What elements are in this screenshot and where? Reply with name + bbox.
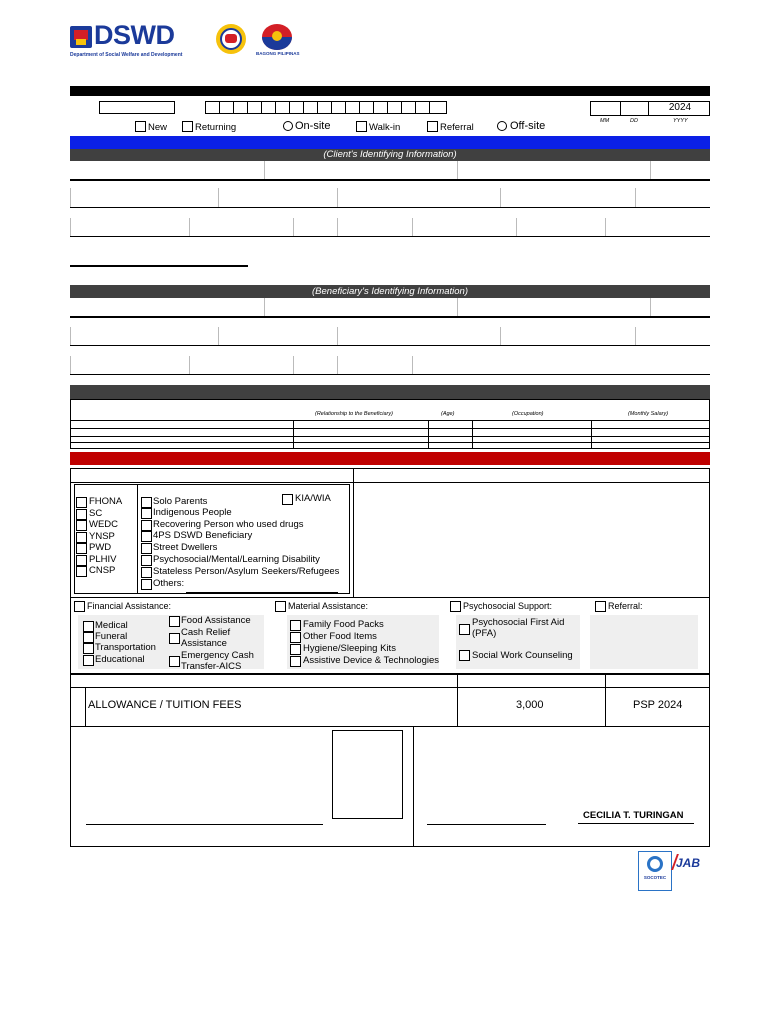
- sc-checkbox[interactable]: [76, 509, 87, 520]
- psychosocial-disability-checkbox[interactable]: [141, 555, 152, 566]
- plhiv-checkbox[interactable]: [76, 555, 87, 566]
- service-description: ALLOWANCE / TUITION FEES: [88, 699, 242, 711]
- dswd-logo-subtext: Department of Social Welfare and Development: [70, 52, 183, 58]
- medical-checkbox[interactable]: [83, 621, 94, 632]
- walkin-checkbox[interactable]: [356, 121, 367, 132]
- year-value: 2024: [668, 102, 692, 113]
- approver-signature-line[interactable]: [578, 823, 694, 824]
- family-food-packs-checkbox[interactable]: [290, 620, 301, 631]
- wedc-label: WEDC: [89, 519, 119, 530]
- food-assistance-checkbox[interactable]: [169, 616, 180, 627]
- thumbmark-box[interactable]: [332, 730, 403, 819]
- family-header-relationship: (Relationship to the Beneficiary): [315, 411, 393, 417]
- referral-top-checkbox[interactable]: [427, 121, 438, 132]
- financial-assistance-checkbox[interactable]: [74, 601, 85, 612]
- date-label-yyyy: YYYY: [673, 118, 688, 124]
- anniversary-seal-icon: [216, 24, 246, 54]
- psychosocial-disability-label: Psychosocial/Mental/Learning Disability: [153, 554, 320, 565]
- kia-wia-label: KIA/WIA: [295, 493, 331, 504]
- qn-box[interactable]: [99, 101, 175, 114]
- street-dwellers-checkbox[interactable]: [141, 543, 152, 554]
- assistance-section-red-bar: [70, 452, 710, 465]
- jab-cert-logo: [674, 852, 704, 890]
- others-label: Others:: [153, 578, 185, 589]
- medical-label: Medical: [95, 620, 128, 631]
- transportation-label: Transportation: [95, 642, 156, 653]
- social-work-counseling-label: Social Work Counseling: [472, 650, 573, 661]
- offsite-radio[interactable]: [497, 121, 507, 131]
- referral-top-label: Referral: [440, 122, 474, 133]
- dswd-emblem-icon: [70, 26, 92, 48]
- ynsp-label: YNSP: [89, 531, 115, 542]
- returning-checkbox[interactable]: [182, 121, 193, 132]
- family-header-occupation: (Occupation): [512, 411, 544, 417]
- fhona-label: FHONA: [89, 496, 123, 507]
- recovering-person-checkbox[interactable]: [141, 520, 152, 531]
- date-boxes[interactable]: [590, 101, 710, 116]
- assistive-device-checkbox[interactable]: [290, 656, 301, 667]
- referral-checkbox[interactable]: [595, 601, 606, 612]
- other-food-items-checkbox[interactable]: [290, 632, 301, 643]
- client-signature-line[interactable]: [86, 824, 323, 825]
- client-short-line: [70, 265, 248, 267]
- funeral-label: Funeral: [95, 631, 128, 642]
- indigenous-people-checkbox[interactable]: [141, 508, 152, 519]
- worker-signature-line[interactable]: [427, 824, 546, 825]
- fhona-checkbox[interactable]: [76, 497, 87, 508]
- indigenous-people-label: Indigenous People: [153, 507, 232, 518]
- family-section-header: [70, 385, 710, 399]
- socotec-cert-icon: [647, 856, 663, 872]
- dswd-logo-text: DSWD: [94, 20, 175, 50]
- approver-name: CECILIA T. TURINGAN: [583, 810, 684, 821]
- socotec-cert-logo: [638, 851, 672, 891]
- referral-label: Referral:: [608, 601, 643, 611]
- transportation-checkbox[interactable]: [83, 643, 94, 654]
- sc-label: SC: [89, 508, 103, 519]
- 4ps-beneficiary-label: 4PS DSWD Beneficiary: [153, 530, 253, 541]
- pfa-label: Psychosocial First Aid (PFA): [472, 617, 565, 639]
- service-amount: 3,000: [516, 699, 544, 711]
- pwd-label: PWD: [89, 542, 112, 553]
- street-dwellers-label: Street Dwellers: [153, 542, 218, 553]
- psychosocial-support-label: Psychosocial Support:: [463, 601, 553, 611]
- solo-parents-label: Solo Parents: [153, 496, 208, 507]
- others-checkbox[interactable]: [141, 579, 152, 590]
- returning-label: Returning: [195, 122, 237, 133]
- emergency-cash-label: Emergency Cash Transfer-AICS: [181, 650, 254, 672]
- financial-assistance-label: Financial Assistance:: [87, 601, 172, 611]
- jab-cert-text: JAB: [676, 856, 701, 870]
- plhiv-label: PLHIV: [89, 554, 117, 565]
- others-field-line[interactable]: [186, 592, 338, 593]
- family-header-salary: (Monthly Salary): [628, 411, 669, 417]
- pwd-checkbox[interactable]: [76, 543, 87, 554]
- bagong-pilipinas-text: BAGONG PILIPINAS: [256, 51, 300, 56]
- hygiene-kits-label: Hygiene/Sleeping Kits: [303, 643, 396, 654]
- control-number-boxes[interactable]: [205, 101, 447, 114]
- educational-checkbox[interactable]: [83, 655, 94, 666]
- stateless-person-label: Stateless Person/Asylum Seekers/Refugees: [153, 566, 340, 577]
- cash-relief-label: Cash Relief Assistance: [181, 627, 231, 649]
- top-title-bar: [70, 86, 710, 96]
- date-label-dd: DD: [630, 118, 638, 124]
- stateless-person-checkbox[interactable]: [141, 567, 152, 578]
- socotec-cert-text: SOCOTEC: [643, 875, 667, 880]
- educational-label: Educational: [95, 654, 145, 665]
- client-section-blue-bar: [70, 136, 710, 149]
- onsite-label: On-site: [295, 120, 331, 132]
- family-header-age: (Age): [441, 411, 455, 417]
- referral-panel: [590, 615, 698, 669]
- ynsp-checkbox[interactable]: [76, 532, 87, 543]
- funeral-checkbox[interactable]: [83, 632, 94, 643]
- food-assistance-label: Food Assistance: [181, 615, 251, 626]
- service-fund-source: PSP 2024: [633, 699, 683, 711]
- onsite-radio[interactable]: [283, 121, 293, 131]
- material-assistance-checkbox[interactable]: [275, 601, 286, 612]
- pfa-checkbox[interactable]: [459, 624, 470, 635]
- cnsp-label: CNSP: [89, 565, 116, 576]
- assistive-device-label: Assistive Device & Technologies: [303, 655, 440, 666]
- family-table: [70, 399, 710, 449]
- dswd-logo: [70, 22, 210, 58]
- hygiene-kits-checkbox[interactable]: [290, 644, 301, 655]
- other-food-items-label: Other Food Items: [303, 631, 377, 642]
- kia-wia-checkbox[interactable]: [282, 494, 293, 505]
- beneficiary-section-title: (Beneficiary's Identifying Information): [312, 286, 468, 297]
- emergency-cash-checkbox[interactable]: [169, 656, 180, 667]
- bagong-pilipinas-emblem-icon: [262, 24, 292, 50]
- recovering-person-label: Recovering Person who used drugs: [153, 519, 304, 530]
- cnsp-checkbox[interactable]: [76, 566, 87, 577]
- offsite-label: Off-site: [510, 120, 546, 132]
- social-work-counseling-checkbox[interactable]: [459, 650, 470, 661]
- solo-parents-checkbox[interactable]: [141, 497, 152, 508]
- new-checkbox[interactable]: [135, 121, 146, 132]
- cash-relief-checkbox[interactable]: [169, 633, 180, 644]
- wedc-checkbox[interactable]: [76, 520, 87, 531]
- bagong-pilipinas-logo: [256, 22, 298, 58]
- walkin-label: Walk-in: [369, 122, 401, 133]
- date-label-mm: MM: [600, 118, 610, 124]
- material-assistance-label: Material Assistance:: [288, 601, 369, 611]
- client-section-title: (Client's Identifying Information): [323, 149, 457, 160]
- family-food-packs-label: Family Food Packs: [303, 619, 384, 630]
- new-label: New: [148, 122, 168, 133]
- 4ps-beneficiary-checkbox[interactable]: [141, 531, 152, 542]
- psychosocial-support-checkbox[interactable]: [450, 601, 461, 612]
